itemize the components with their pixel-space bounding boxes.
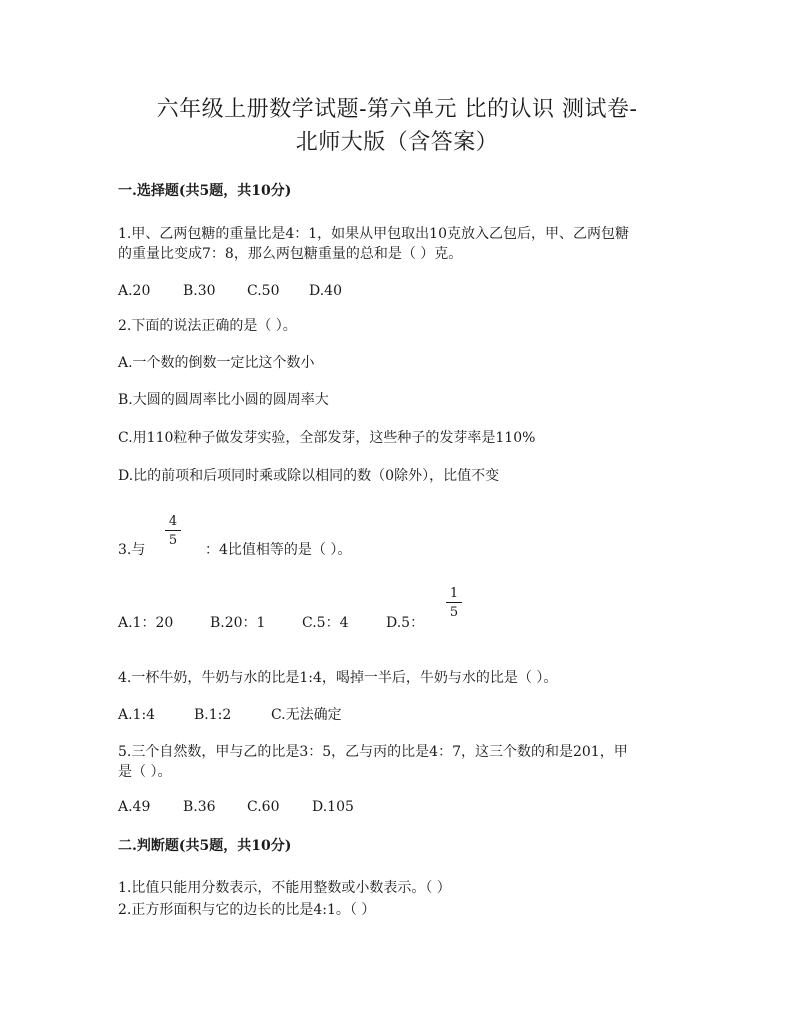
section-heading-choice: 一.选择题(共5题，共10分) xyxy=(118,183,292,199)
q3-stem-prefix: 3.与 xyxy=(118,542,146,558)
q1-option-c: C.50 xyxy=(247,283,280,299)
q1-option-a: A.20 xyxy=(118,283,151,299)
q4-option-a: A.1:4 xyxy=(118,707,156,723)
q5-stem-line2: 是（ ）。 xyxy=(118,764,172,780)
judge-item-2: 2.正方形面积与它的边长的比是4:1。（ ） xyxy=(118,902,376,918)
section-heading-judge: 二.判断题(共5题，共10分) xyxy=(118,838,292,854)
q1-option-b: B.30 xyxy=(183,283,216,299)
q2-option-d: D.比的前项和后项同时乘或除以相同的数（0除外），比值不变 xyxy=(118,468,500,484)
q2-stem: 2.下面的说法正确的是（ ）。 xyxy=(118,318,297,334)
q5-option-d: D.105 xyxy=(312,799,354,815)
q5-stem-line1: 5.三个自然数，甲与乙的比是3：5，乙与丙的比是4：7，这三个数的和是201，甲 xyxy=(118,744,628,760)
q5-option-b: B.36 xyxy=(183,799,216,815)
q3-fraction-numerator: 4 xyxy=(168,514,178,529)
q3-option-d-numerator: 1 xyxy=(449,586,459,601)
page-title-line1: 六年级上册数学试题-第六单元 比的认识 测试卷- xyxy=(156,97,638,122)
q1-stem-line1: 1.甲、乙两包糖的重量比是4：1，如果从甲包取出10克放入乙包后，甲、乙两包糖 xyxy=(118,226,629,242)
q3-fraction xyxy=(165,514,181,548)
q4-option-b: B.1:2 xyxy=(194,707,232,723)
q3-option-d-denominator: 5 xyxy=(449,605,459,620)
q3-option-d-fraction xyxy=(446,586,462,620)
judge-item-1: 1.比值只能用分数表示，不能用整数或小数表示。（ ） xyxy=(118,880,451,896)
q3-option-c: C.5：4 xyxy=(302,615,349,631)
q2-option-b: B.大圆的圆周率比小圆的圆周率大 xyxy=(118,392,329,408)
q3-option-b: B.20：1 xyxy=(210,615,266,631)
q4-option-c: C.无法确定 xyxy=(271,707,342,723)
q3-fraction-bar xyxy=(165,530,181,531)
q3-stem-suffix: ：4比值相等的是（ ）。 xyxy=(205,542,352,558)
q3-option-d: D.5： xyxy=(386,615,425,631)
q5-option-c: C.60 xyxy=(247,799,280,815)
q3-fraction-denominator: 5 xyxy=(168,533,178,548)
q4-stem: 4.一杯牛奶，牛奶与水的比是1:4，喝掉一半后，牛奶与水的比是（ ）。 xyxy=(118,670,558,686)
q3-option-a: A.1：20 xyxy=(118,615,174,631)
q1-stem-line2: 的重量比变成7：8，那么两包糖重量的总和是（ ）克。 xyxy=(118,246,463,262)
q2-option-a: A.一个数的倒数一定比这个数小 xyxy=(118,355,315,371)
q2-option-c: C.用110粒种子做发芽实验，全部发芽，这些种子的发芽率是110% xyxy=(118,430,536,446)
q5-option-a: A.49 xyxy=(118,799,151,815)
q1-option-d: D.40 xyxy=(309,283,342,299)
q3-option-d-bar xyxy=(446,602,462,603)
page-title-line2: 北师大版（含答案） xyxy=(295,130,499,155)
